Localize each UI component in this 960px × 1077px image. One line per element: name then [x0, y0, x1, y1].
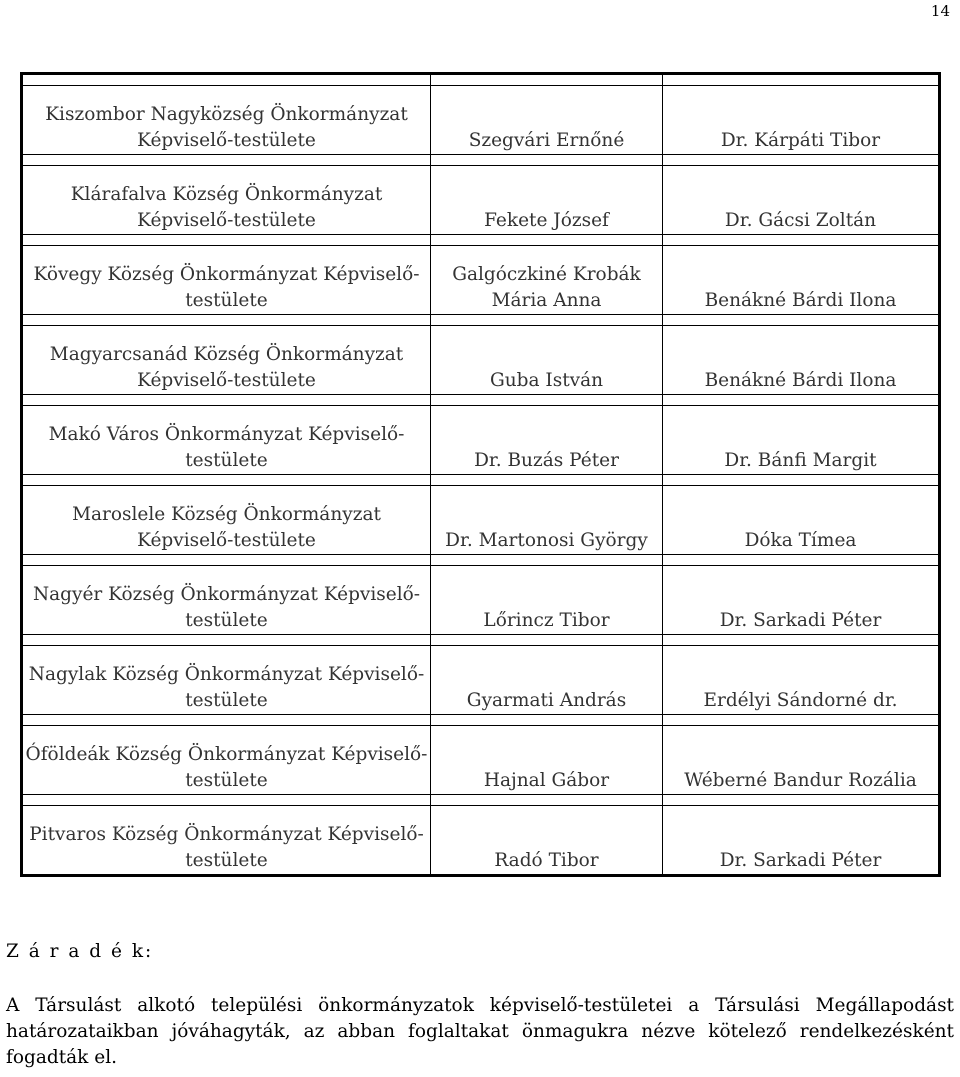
- municipality-cell: Óföldeák Község Önkormányzat Képviselő-testülete: [22, 726, 431, 795]
- table-row: [22, 566, 940, 635]
- municipality-cell: Nagylak Község Önkormányzat Képviselő-testülete: [22, 646, 431, 715]
- spacer-cell: [663, 715, 940, 726]
- spacer-cell: [663, 74, 940, 86]
- page-number: 14: [930, 2, 950, 20]
- spacer-cell: [431, 315, 663, 326]
- spacer-cell: [663, 235, 940, 246]
- spacer-cell: [22, 74, 431, 86]
- spacer-row: [22, 315, 940, 326]
- spacer-cell: [22, 555, 431, 566]
- zaradek-title: Z á r a d é k:: [6, 941, 154, 962]
- table-row: [22, 726, 940, 795]
- municipality-cell: Maroslele Község Önkormányzat Képviselő-testülete: [22, 486, 431, 555]
- notary-cell: Dr. Kárpáti Tibor: [663, 86, 940, 155]
- spacer-cell: [431, 715, 663, 726]
- table-row: [22, 646, 940, 715]
- spacer-row: [22, 795, 940, 806]
- spacer-cell: [431, 155, 663, 166]
- notary-cell: Dóka Tímea: [663, 486, 940, 555]
- members-table: [20, 72, 941, 877]
- mayor-cell: Galgóczkiné Krobák Mária Anna: [431, 246, 663, 315]
- spacer-cell: [663, 795, 940, 806]
- spacer-row: [22, 475, 940, 486]
- notary-cell: Dr. Sarkadi Péter: [663, 806, 940, 876]
- municipality-cell: Pitvaros Község Önkormányzat Képviselő-testülete: [22, 806, 431, 876]
- spacer-cell: [22, 475, 431, 486]
- notary-cell: Dr. Bánfi Margit: [663, 406, 940, 475]
- notary-cell: Erdélyi Sándorné dr.: [663, 646, 940, 715]
- table-row: [22, 86, 940, 155]
- spacer-cell: [431, 555, 663, 566]
- spacer-cell: [22, 715, 431, 726]
- spacer-row: [22, 635, 940, 646]
- spacer-row: [22, 235, 940, 246]
- mayor-cell: Fekete József: [431, 166, 663, 235]
- notary-cell: Dr. Sarkadi Péter: [663, 566, 940, 635]
- mayor-cell: Gyarmati András: [431, 646, 663, 715]
- table-row: [22, 246, 940, 315]
- spacer-row: [22, 395, 940, 406]
- spacer-row: [22, 155, 940, 166]
- spacer-row: [22, 74, 940, 86]
- municipality-cell: Kövegy Község Önkormányzat Képviselő-testülete: [22, 246, 431, 315]
- mayor-cell: Dr. Buzás Péter: [431, 406, 663, 475]
- spacer-row: [22, 555, 940, 566]
- mayor-cell: Szegvári Ernőné: [431, 86, 663, 155]
- spacer-cell: [431, 795, 663, 806]
- spacer-cell: [22, 795, 431, 806]
- notary-cell: Dr. Gácsi Zoltán: [663, 166, 940, 235]
- municipality-cell: Makó Város Önkormányzat Képviselő-testülete: [22, 406, 431, 475]
- spacer-cell: [22, 635, 431, 646]
- spacer-cell: [431, 395, 663, 406]
- zaradek-text: A Társulást alkotó települési önkormányzatok képviselő-testületei a Társulási Megállapodást határozataikban jóváhagyták, az abban foglaltakat önmagukra nézve kötelező rendelkezésként fogadták el.: [6, 995, 954, 1068]
- spacer-cell: [22, 315, 431, 326]
- spacer-cell: [431, 475, 663, 486]
- spacer-cell: [431, 635, 663, 646]
- table-row: [22, 326, 940, 395]
- spacer-cell: [663, 315, 940, 326]
- spacer-row: [22, 715, 940, 726]
- municipality-cell: Kiszombor Nagyközség Önkormányzat Képviselő-testülete: [22, 86, 431, 155]
- table-row: [22, 166, 940, 235]
- municipality-cell: Magyarcsanád Község Önkormányzat Képviselő-testülete: [22, 326, 431, 395]
- spacer-cell: [663, 155, 940, 166]
- notary-cell: Benákné Bárdi Ilona: [663, 246, 940, 315]
- spacer-cell: [22, 395, 431, 406]
- mayor-cell: Dr. Martonosi György: [431, 486, 663, 555]
- spacer-cell: [431, 235, 663, 246]
- spacer-cell: [663, 395, 940, 406]
- mayor-cell: Guba István: [431, 326, 663, 395]
- spacer-cell: [431, 74, 663, 86]
- spacer-cell: [22, 155, 431, 166]
- municipality-cell: Nagyér Község Önkormányzat Képviselő-testülete: [22, 566, 431, 635]
- table-row: [22, 486, 940, 555]
- notary-cell: Benákné Bárdi Ilona: [663, 326, 940, 395]
- mayor-cell: Hajnal Gábor: [431, 726, 663, 795]
- spacer-cell: [663, 555, 940, 566]
- municipality-cell: Klárafalva Község Önkormányzat Képviselő-testülete: [22, 166, 431, 235]
- spacer-cell: [22, 235, 431, 246]
- spacer-cell: [663, 475, 940, 486]
- notary-cell: Wéberné Bandur Rozália: [663, 726, 940, 795]
- members-table-wrapper: [20, 72, 940, 877]
- mayor-cell: Lőrincz Tibor: [431, 566, 663, 635]
- spacer-cell: [663, 635, 940, 646]
- mayor-cell: Radó Tibor: [431, 806, 663, 876]
- table-row: [22, 806, 940, 876]
- table-row: [22, 406, 940, 475]
